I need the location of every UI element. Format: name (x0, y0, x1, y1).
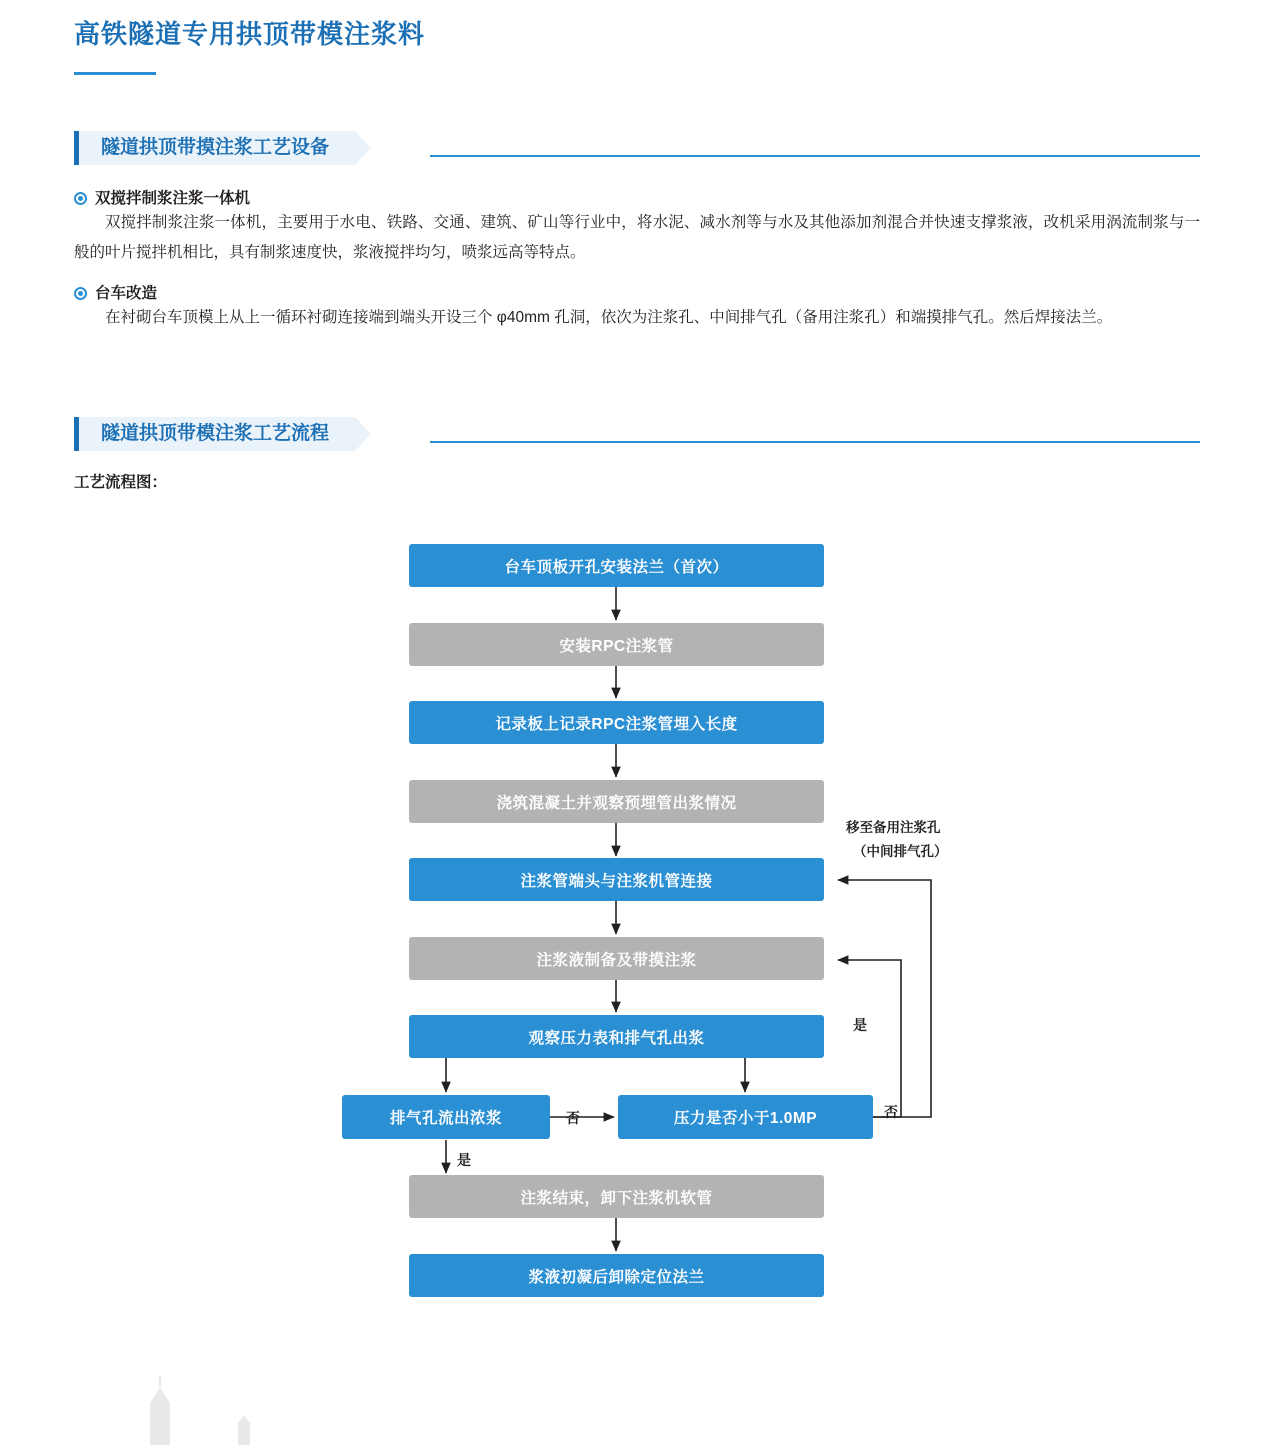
circle-bullet-icon (74, 192, 87, 205)
flow-node-6[interactable]: 注浆液制备及带摸注浆 (409, 937, 824, 980)
paragraph-1: 双搅拌制浆注浆一体机，主要用于水电、铁路、交通、建筑、矿山等行业中，将水泥、减水剂等与水及其他添加剂混合并快速支撑浆液，改机采用涡流制浆与一般的叶片搅拌机相比，具有制浆速度快，浆液搅拌均匀，喷浆远高等特点。 (74, 214, 1200, 261)
flow-node-11[interactable]: 浆液初凝后卸除定位法兰 (409, 1254, 824, 1297)
edge-label-yes-1: 是 (457, 1152, 471, 1168)
flow-node-1[interactable]: 台车顶板开孔安装法兰（首次） (409, 544, 824, 587)
section-heading-equipment (74, 131, 355, 165)
bullet-item-2 (74, 281, 157, 303)
edge-label-no-1: 否 (566, 1110, 580, 1126)
bullet-item-1-label: 双搅拌制浆注浆一体机 (95, 190, 251, 207)
flow-node-9[interactable]: 压力是否小于1.0MP (618, 1095, 873, 1139)
decorative-watermark-icon (120, 1375, 260, 1445)
section-heading-process (74, 417, 355, 451)
section-heading-process-label: 隧道拱顶带模注浆工艺流程 (74, 417, 355, 451)
edge-label-yes-2: 是 (853, 1017, 867, 1033)
bullet-item-2-label: 台车改造 (95, 285, 158, 302)
flow-node-7[interactable]: 观察压力表和排气孔出浆 (409, 1015, 824, 1058)
flow-node-4[interactable]: 浇筑混凝土并观察预埋管出浆情况 (409, 780, 824, 823)
flow-node-3[interactable]: 记录板上记录RPC注浆管埋入长度 (409, 701, 824, 744)
circle-bullet-icon (74, 287, 87, 300)
section-heading-equipment-label: 隧道拱顶带摸注浆工艺设备 (74, 131, 355, 165)
section-divider-2 (430, 441, 1200, 443)
flow-node-5[interactable]: 注浆管端头与注浆机管连接 (409, 858, 824, 901)
title-underline (74, 72, 156, 75)
flow-node-2[interactable]: 安装RPC注浆管 (409, 623, 824, 666)
return-label-line-2: （中间排气孔） (853, 844, 948, 859)
flow-node-8[interactable]: 排气孔流出浓浆 (342, 1095, 550, 1139)
section-divider-1 (430, 155, 1200, 157)
page-title: 高铁隧道专用拱顶带模注浆料 (74, 19, 426, 49)
process-flowchart (0, 520, 1280, 1310)
bullet-item-1 (74, 186, 250, 208)
flowchart-caption: 工艺流程图： (74, 474, 168, 491)
edge-label-no-2: 否 (884, 1104, 898, 1120)
paragraph-2: 在衬砌台车顶模上从上一循环衬砌连接端到端头开设三个 φ40mm 孔洞，依次为注浆孔、中间排气孔（备用注浆孔）和端摸排气孔。然后焊接法兰。 (105, 309, 1113, 326)
return-label-line-1: 移至备用注浆孔 (846, 820, 941, 835)
flow-node-10[interactable]: 注浆结束，卸下注浆机软管 (409, 1175, 824, 1218)
